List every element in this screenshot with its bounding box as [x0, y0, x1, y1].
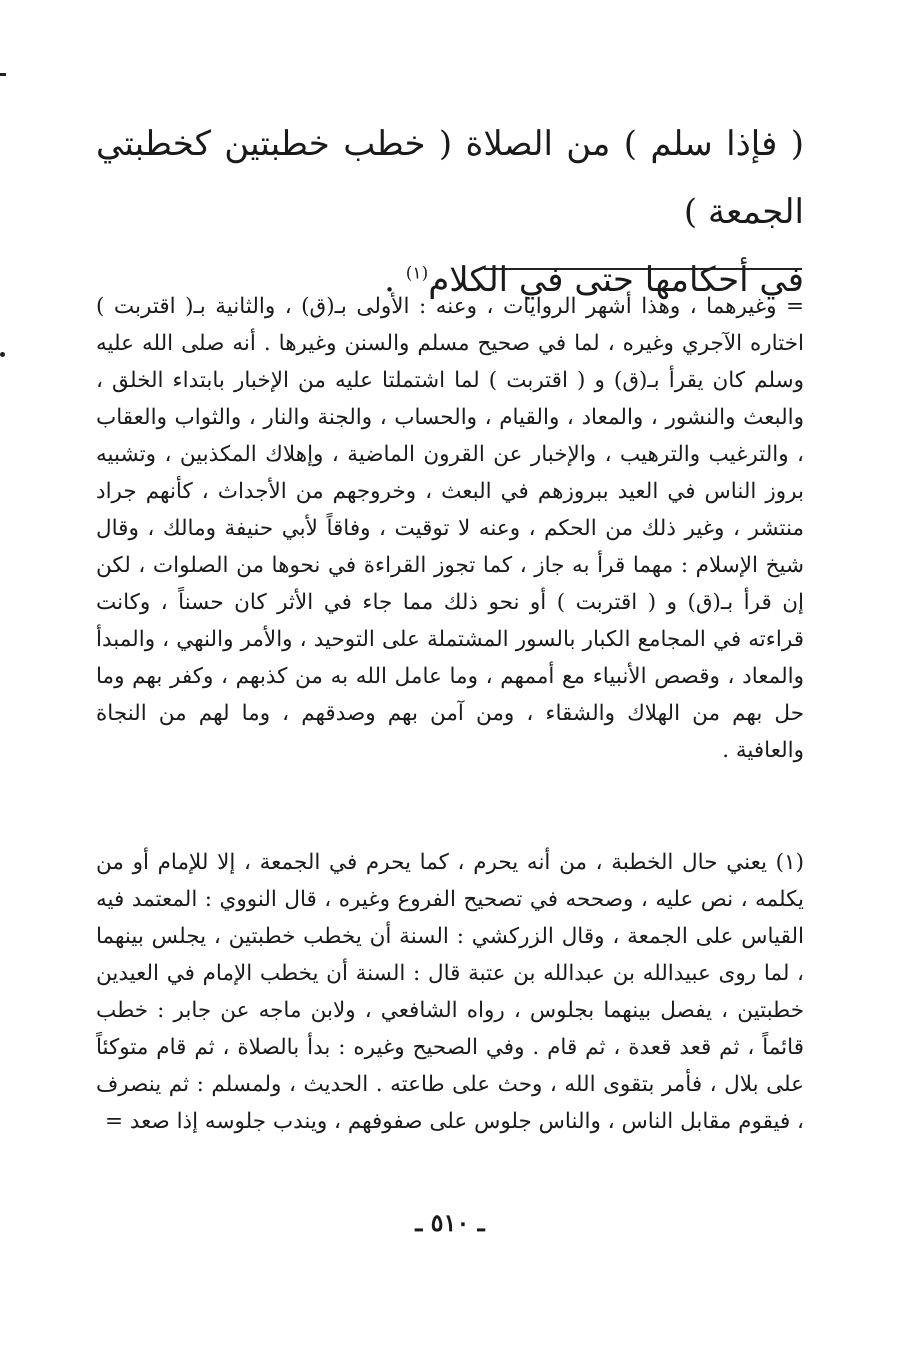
footnote-1 — [96, 844, 804, 1140]
footnote-reference: (١) — [405, 263, 429, 284]
main-text-line-1: ( فإذا سلم ) من الصلاة ( خطب خطبتين كخطبتي الجمعة ) — [96, 124, 804, 232]
main-text — [96, 110, 804, 314]
main-text-line-2-body: في أحكامها حتى في الكلام — [428, 260, 804, 300]
page-number: ـ ٥١٠ ـ — [415, 1208, 485, 1237]
footnote-continued — [96, 288, 804, 769]
footnote-continued-text: = وغيرهما ، وهذا أشهر الروايات ، وعنه : الأولى بـ(ق) ، والثانية بـ( اقتربت ) اختاره الآجري وغيره ، لما في صحيح مسلم والسنن وغيرها . أنه صلى الله عليه وسلم كان يقرأ بـ(ق) و ( اقتربت ) لما اشتملتا عليه من الإخبار بابتداء الخلق ، والبعث والنشور ، والمعاد ، والقيام ، والحساب ، والجنة والنار ، والثواب والعقاب ، والترغيب والترهيب ، والإخبار عن القرون الماضية ، وإهلاك المكذبين ، وتشبيه بروز الناس في العيد ببروزهم في البعث ، وخروجهم من الأجداث ، كأنهم جراد منتشر ، وغير ذلك من الحكم ، وعنه لا توقيت ، وفاقاً لأبي حنيفة ومالك ، وقال شيخ الإسلام : مهما قرأ به جاز ، كما تجوز القراءة في نحوها من الصلوات ، لكن إن قرأ بـ(ق) و ( اقتربت ) أو نحو ذلك مما جاء في الأثر كان حسناً ، وكانت قراءته في المجامع الكبار بالسور المشتملة على التوحيد ، والأمر والنهي ، والمبدأ والمعاد ، وقصص الأنبياء مع أممهم ، وما عامل الله به من كذبهم ، وكفر بهم وما حل بهم من الهلاك والشقاء ، ومن آمن بهم وصدقهم ، وما لهم من النجاة والعافية . — [96, 294, 804, 763]
footnote-separator — [484, 268, 802, 270]
scan-edge-dot — [0, 352, 5, 357]
main-text-line-2-end: . — [384, 260, 406, 300]
footnote-1-text: (١) يعني حال الخطبة ، من أنه يحرم ، كما يحرم في الجمعة ، إلا للإمام أو من يكلمه ، نص عليه ، وصححه في تصحيح الفروع وغيره ، قال النووي : المعتمد فيه القياس على الجمعة ، وقال الزركشي : السنة أن يخطب خطبتين ، يجلس بينهما ، لما روى عبيدالله بن عبدالله بن عتبة قال : السنة أن يخطب الإمام في العيدين خطبتين ، يفصل بينهما بجلوس ، رواه الشافعي ، ولابن ماجه عن جابر : خطب قائماً ، ثم قعد قعدة ، ثم قام . وفي الصحيح وغيره : بدأ بالصلاة ، ثم قام متوكئاً على بلال ، فأمر بتقوى الله ، وحث على طاعته . الحديث ، ولمسلم : ثم ينصرف ، فيقوم مقابل الناس ، والناس جلوس على صفوفهم ، ويندب جلوسه إذا صعد = — [96, 850, 804, 1134]
scan-edge-mark — [0, 73, 6, 76]
